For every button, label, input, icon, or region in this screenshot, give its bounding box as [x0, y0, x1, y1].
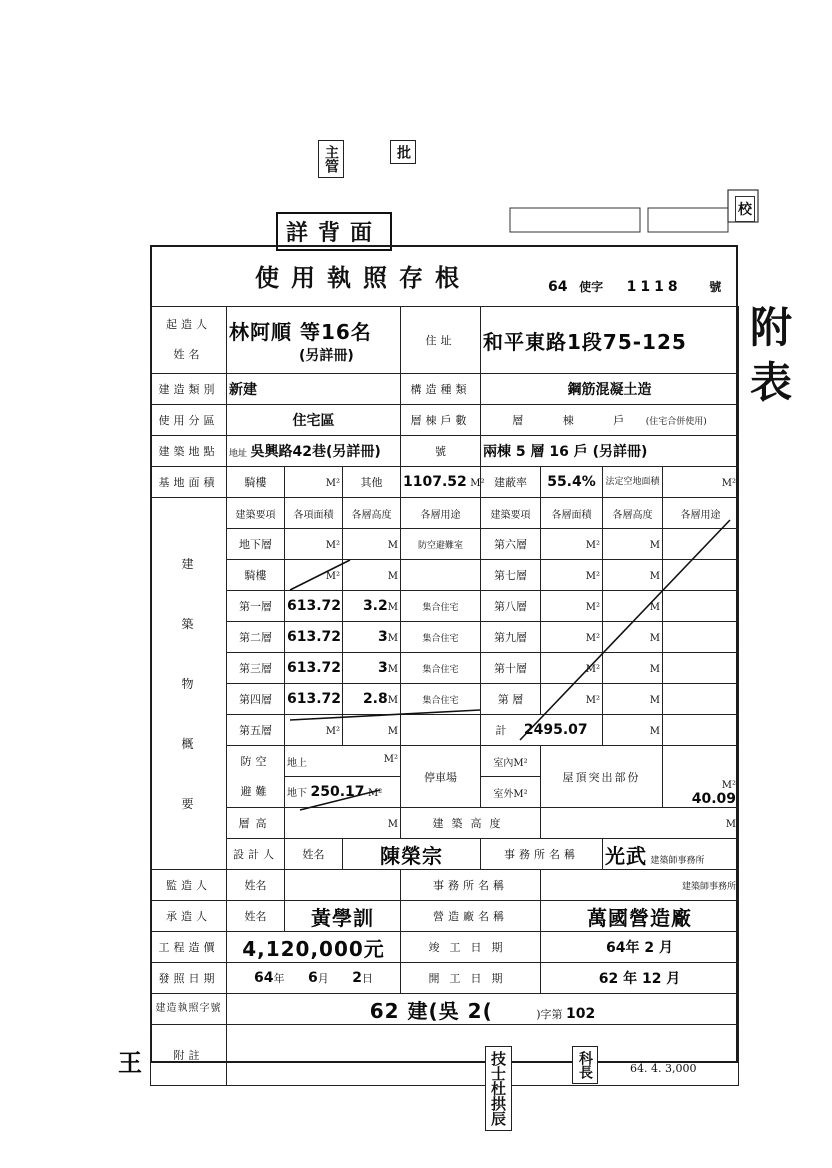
issue-day-unit: 日 — [361, 972, 373, 985]
floor-name: 騎樓 — [227, 560, 285, 591]
structure-label: 構造種類 — [401, 374, 481, 405]
use-zone-label: 使用分區 — [151, 405, 227, 436]
floor-height-total-unit: M — [387, 818, 398, 830]
shelter-below-unit: M² — [368, 788, 383, 799]
issue-label: 發照日期 — [151, 963, 227, 994]
address-label: 住址 — [401, 307, 481, 374]
strike-lines — [150, 520, 738, 880]
top-stamp-mid: 批 — [390, 140, 416, 164]
coverage-value-cell — [541, 467, 603, 498]
parking-out-unit: M² — [513, 788, 528, 800]
permit-prefix: 64 — [548, 279, 568, 295]
floor-use: 集合住宅 — [401, 622, 481, 653]
applicant-label-line1: 起造人 — [166, 318, 211, 331]
issue-cell — [227, 963, 401, 994]
floor-height-unit: M — [387, 570, 398, 582]
supervisor-office-suffix: 建築師事務所 — [682, 881, 737, 892]
parking-in-label: 室內 — [493, 757, 514, 769]
right-height-unit: M — [649, 663, 660, 675]
side-char-1: 建 — [181, 556, 196, 571]
use-zone-cell — [227, 405, 401, 436]
floors-units-note: (住宅合併使用) — [645, 417, 707, 427]
other-label: 其他 — [343, 467, 401, 498]
floor-height-value: 3 — [378, 660, 388, 676]
header-height: 各層高度 — [343, 498, 401, 529]
detail-stamp: 詳背面 — [276, 212, 392, 251]
building-height-unit: M — [725, 818, 737, 830]
right-area-unit: M² — [585, 663, 600, 675]
permit-serial: 1118 — [626, 279, 682, 295]
site-label: 建築地點 — [151, 436, 227, 467]
right-floor-name: 第 層 — [481, 684, 541, 715]
total-value: 2495.07 — [523, 722, 588, 738]
floor-height-value: 3 — [378, 629, 388, 645]
floor-area-unit: M² — [325, 539, 340, 551]
issue-day: 2 — [352, 970, 362, 986]
right-height-unit: M — [649, 694, 660, 706]
right-floor-name: 第九層 — [481, 622, 541, 653]
floor-height-value: 3.2 — [362, 598, 388, 614]
floor-use: 防空避難室 — [401, 529, 481, 560]
arcade-value-cell — [285, 467, 343, 498]
completion-label: 竣工日期 — [401, 932, 541, 963]
coverage-label: 建蔽率 — [481, 467, 541, 498]
floor-height-unit: M — [387, 539, 398, 551]
designer-office-label: 事務所名稱 — [481, 839, 603, 870]
license-cell — [227, 994, 739, 1025]
side-title-char-1: 附 — [750, 303, 793, 352]
floor-name: 地下層 — [227, 529, 285, 560]
margin-char: 王 — [118, 1049, 143, 1077]
shelter-above-label: 地上 — [287, 757, 307, 769]
license-suffix: )字第 — [536, 1007, 563, 1021]
issue-month: 6 — [307, 970, 318, 986]
site-lot-label: 號 — [435, 445, 446, 458]
legal-open-unit: M² — [721, 477, 737, 489]
floors-units-value: 層 棟 戶 — [512, 414, 643, 427]
supervisor-office-label: 事務所名稱 — [401, 870, 541, 901]
contractor-firm-label: 營造廠名稱 — [401, 901, 541, 932]
right-area-unit: M² — [585, 694, 600, 706]
contractor-name-cell — [285, 901, 401, 932]
site-value: 吳興路42巷(另詳冊) — [250, 444, 381, 460]
arcade-label: 騎樓 — [227, 467, 285, 498]
floor-name: 第五層 — [227, 715, 285, 746]
address-value: 和平東路1段75-125 — [483, 329, 687, 354]
contractor-firm: 萬國營造廠 — [587, 905, 693, 930]
site-cell — [227, 436, 401, 467]
designer-office: 光武 — [605, 843, 647, 868]
applicant-value: 林阿順 等16名 — [229, 319, 372, 344]
structure-cell — [481, 374, 739, 405]
floor-height-value: 2.8 — [362, 691, 388, 707]
applicant-label — [151, 307, 227, 374]
right-height-unit: M — [649, 632, 660, 644]
floor-height-unit: M — [387, 602, 398, 613]
designer-office-suffix: 建築師事務所 — [650, 855, 705, 866]
cost-cell — [227, 932, 401, 963]
header-height-right: 各層高度 — [603, 498, 663, 529]
floor-height-unit: M — [387, 664, 398, 675]
right-area-unit: M² — [585, 601, 600, 613]
floor-height-unit: M — [387, 633, 398, 644]
corner-stamp: 校 — [735, 196, 755, 222]
floor-area-value: 613.72 — [287, 691, 342, 707]
contractor-name-label: 姓名 — [227, 901, 285, 932]
building-height-label: 建築高度 — [401, 808, 541, 839]
issue-year: 64 — [254, 970, 274, 986]
applicant-note: (另詳冊) — [299, 347, 354, 364]
roof-unit: M² — [721, 780, 737, 791]
chief-stamp: 科長 — [572, 1046, 598, 1084]
other-value-cell — [401, 467, 485, 498]
supervisor-name-label: 姓名 — [227, 870, 285, 901]
area-label: 基地面積 — [151, 467, 227, 498]
floor-name: 第四層 — [227, 684, 285, 715]
start-cell — [541, 963, 739, 994]
roof-value: 40.09 — [691, 791, 737, 807]
start-label: 開工日期 — [401, 963, 541, 994]
build-type-value: 新建 — [229, 382, 257, 398]
floor-name: 第三層 — [227, 653, 285, 684]
cost-value: 4,120,000元 — [242, 936, 385, 961]
completion-cell — [541, 932, 739, 963]
license-label: 建造執照字號 — [151, 994, 227, 1025]
top-right-seals — [500, 190, 770, 250]
header-use-right: 各層用途 — [663, 498, 739, 529]
total-label: 計 — [495, 724, 507, 737]
right-area-unit: M² — [585, 570, 600, 582]
completion-value: 64年 2 月 — [606, 940, 674, 956]
right-floor-name: 第八層 — [481, 591, 541, 622]
floor-name: 第一層 — [227, 591, 285, 622]
other-unit: M² — [470, 478, 485, 489]
right-area-unit: M² — [585, 539, 600, 551]
total-spacer-1: M — [603, 715, 663, 746]
floor-use: 集合住宅 — [401, 684, 481, 715]
parking-in-unit: M² — [513, 757, 528, 769]
designer-name-label: 姓名 — [285, 839, 343, 870]
side-char-2: 築 — [181, 616, 196, 631]
other-value: 1107.52 — [403, 474, 467, 490]
form-title: 使用執照存根 — [255, 263, 471, 292]
shelter-above-unit: M² — [383, 753, 398, 765]
coverage-value: 55.4% — [547, 474, 596, 490]
header-item-right: 建築要項 — [481, 498, 541, 529]
permit-suffix: 號 — [709, 280, 722, 294]
header-use: 各層用途 — [401, 498, 481, 529]
floor-area-value: 613.72 — [287, 660, 342, 676]
header-area: 各項面積 — [285, 498, 343, 529]
top-stamp-left: 主管 — [318, 140, 344, 178]
floor-use: 集合住宅 — [401, 591, 481, 622]
issue-year-unit: 年 — [273, 972, 285, 985]
floor-use: 集合住宅 — [401, 653, 481, 684]
printer-line: 64. 4. 3,000 — [630, 1062, 697, 1075]
designer-name: 陳榮宗 — [380, 843, 443, 868]
floor-area-value: 613.72 — [287, 598, 342, 614]
floors-units-cell — [481, 405, 739, 436]
site-lot-value: 兩棟 5 層 16 戶 (另詳冊) — [483, 444, 648, 460]
side-char-4: 概 — [181, 736, 196, 751]
address-cell — [481, 307, 739, 374]
floor-height-unit: M — [387, 725, 398, 737]
applicant-label-line2: 姓名 — [173, 348, 204, 361]
parking-out-label: 室外 — [493, 788, 514, 800]
contractor-label: 承造人 — [151, 901, 227, 932]
floors-units-label: 層棟戶數 — [401, 405, 481, 436]
side-char-3: 物 — [181, 676, 196, 691]
floor-height-label: 層高 — [227, 808, 285, 839]
cost-label: 工程造價 — [151, 932, 227, 963]
legal-open-label: 法定空地面積 — [603, 467, 663, 498]
start-value: 62 年 12 月 — [598, 971, 681, 987]
right-floor-name: 第六層 — [481, 529, 541, 560]
evac-label: 避難 — [240, 784, 271, 798]
roof-label: 屋頂突出部份 — [541, 746, 663, 808]
build-type-label: 建造類別 — [151, 374, 227, 405]
header-area-right: 各層面積 — [541, 498, 603, 529]
permit-word: 使字 — [579, 280, 604, 294]
legal-open-cell — [663, 467, 739, 498]
shelter-label: 防空 — [240, 754, 271, 768]
side-title-char-2: 表 — [750, 358, 793, 407]
handler-stamp: 技士杜拱辰 — [485, 1046, 512, 1131]
floor-area-value: 613.72 — [287, 629, 342, 645]
contractor-name: 黃學訓 — [311, 905, 374, 930]
side-char-5: 要 — [181, 796, 196, 811]
permit-number-row — [548, 276, 721, 295]
right-floor-name: 第十層 — [481, 653, 541, 684]
right-floor-name: 第七層 — [481, 560, 541, 591]
right-height-unit: M — [649, 601, 660, 613]
parking-label: 停車場 — [401, 746, 481, 808]
floor-area-unit: M² — [325, 725, 340, 737]
site-prefix: 地址 — [229, 449, 248, 459]
floor-area-unit: M² — [325, 570, 340, 582]
use-zone-value: 住宅區 — [292, 413, 335, 429]
applicant-cell — [227, 307, 401, 374]
right-height-unit: M — [649, 539, 660, 551]
shelter-below-label: 地下 — [287, 788, 307, 799]
remarks-label: 附註 — [151, 1025, 227, 1086]
structure-value: 鋼筋混凝土造 — [567, 382, 652, 398]
contractor-firm-cell — [541, 901, 739, 932]
right-height-unit: M — [649, 570, 660, 582]
site-lot-label-cell — [401, 436, 481, 467]
license-number: 102 — [566, 1005, 596, 1022]
build-type-cell — [227, 374, 401, 405]
floor-name: 第二層 — [227, 622, 285, 653]
remarks-cell — [227, 1025, 739, 1086]
arcade-unit: M² — [325, 477, 340, 489]
right-area-unit: M² — [585, 632, 600, 644]
site-lot-cell — [481, 436, 739, 467]
supervisor-label: 監造人 — [151, 870, 227, 901]
license-value: 62 建(吳 2( — [369, 998, 493, 1023]
designer-label: 設計人 — [227, 839, 285, 870]
shelter-below-value: 250.17 — [310, 784, 365, 800]
issue-month-unit: 月 — [317, 972, 329, 985]
floor-height-unit: M — [387, 695, 398, 706]
header-item: 建築要項 — [227, 498, 285, 529]
